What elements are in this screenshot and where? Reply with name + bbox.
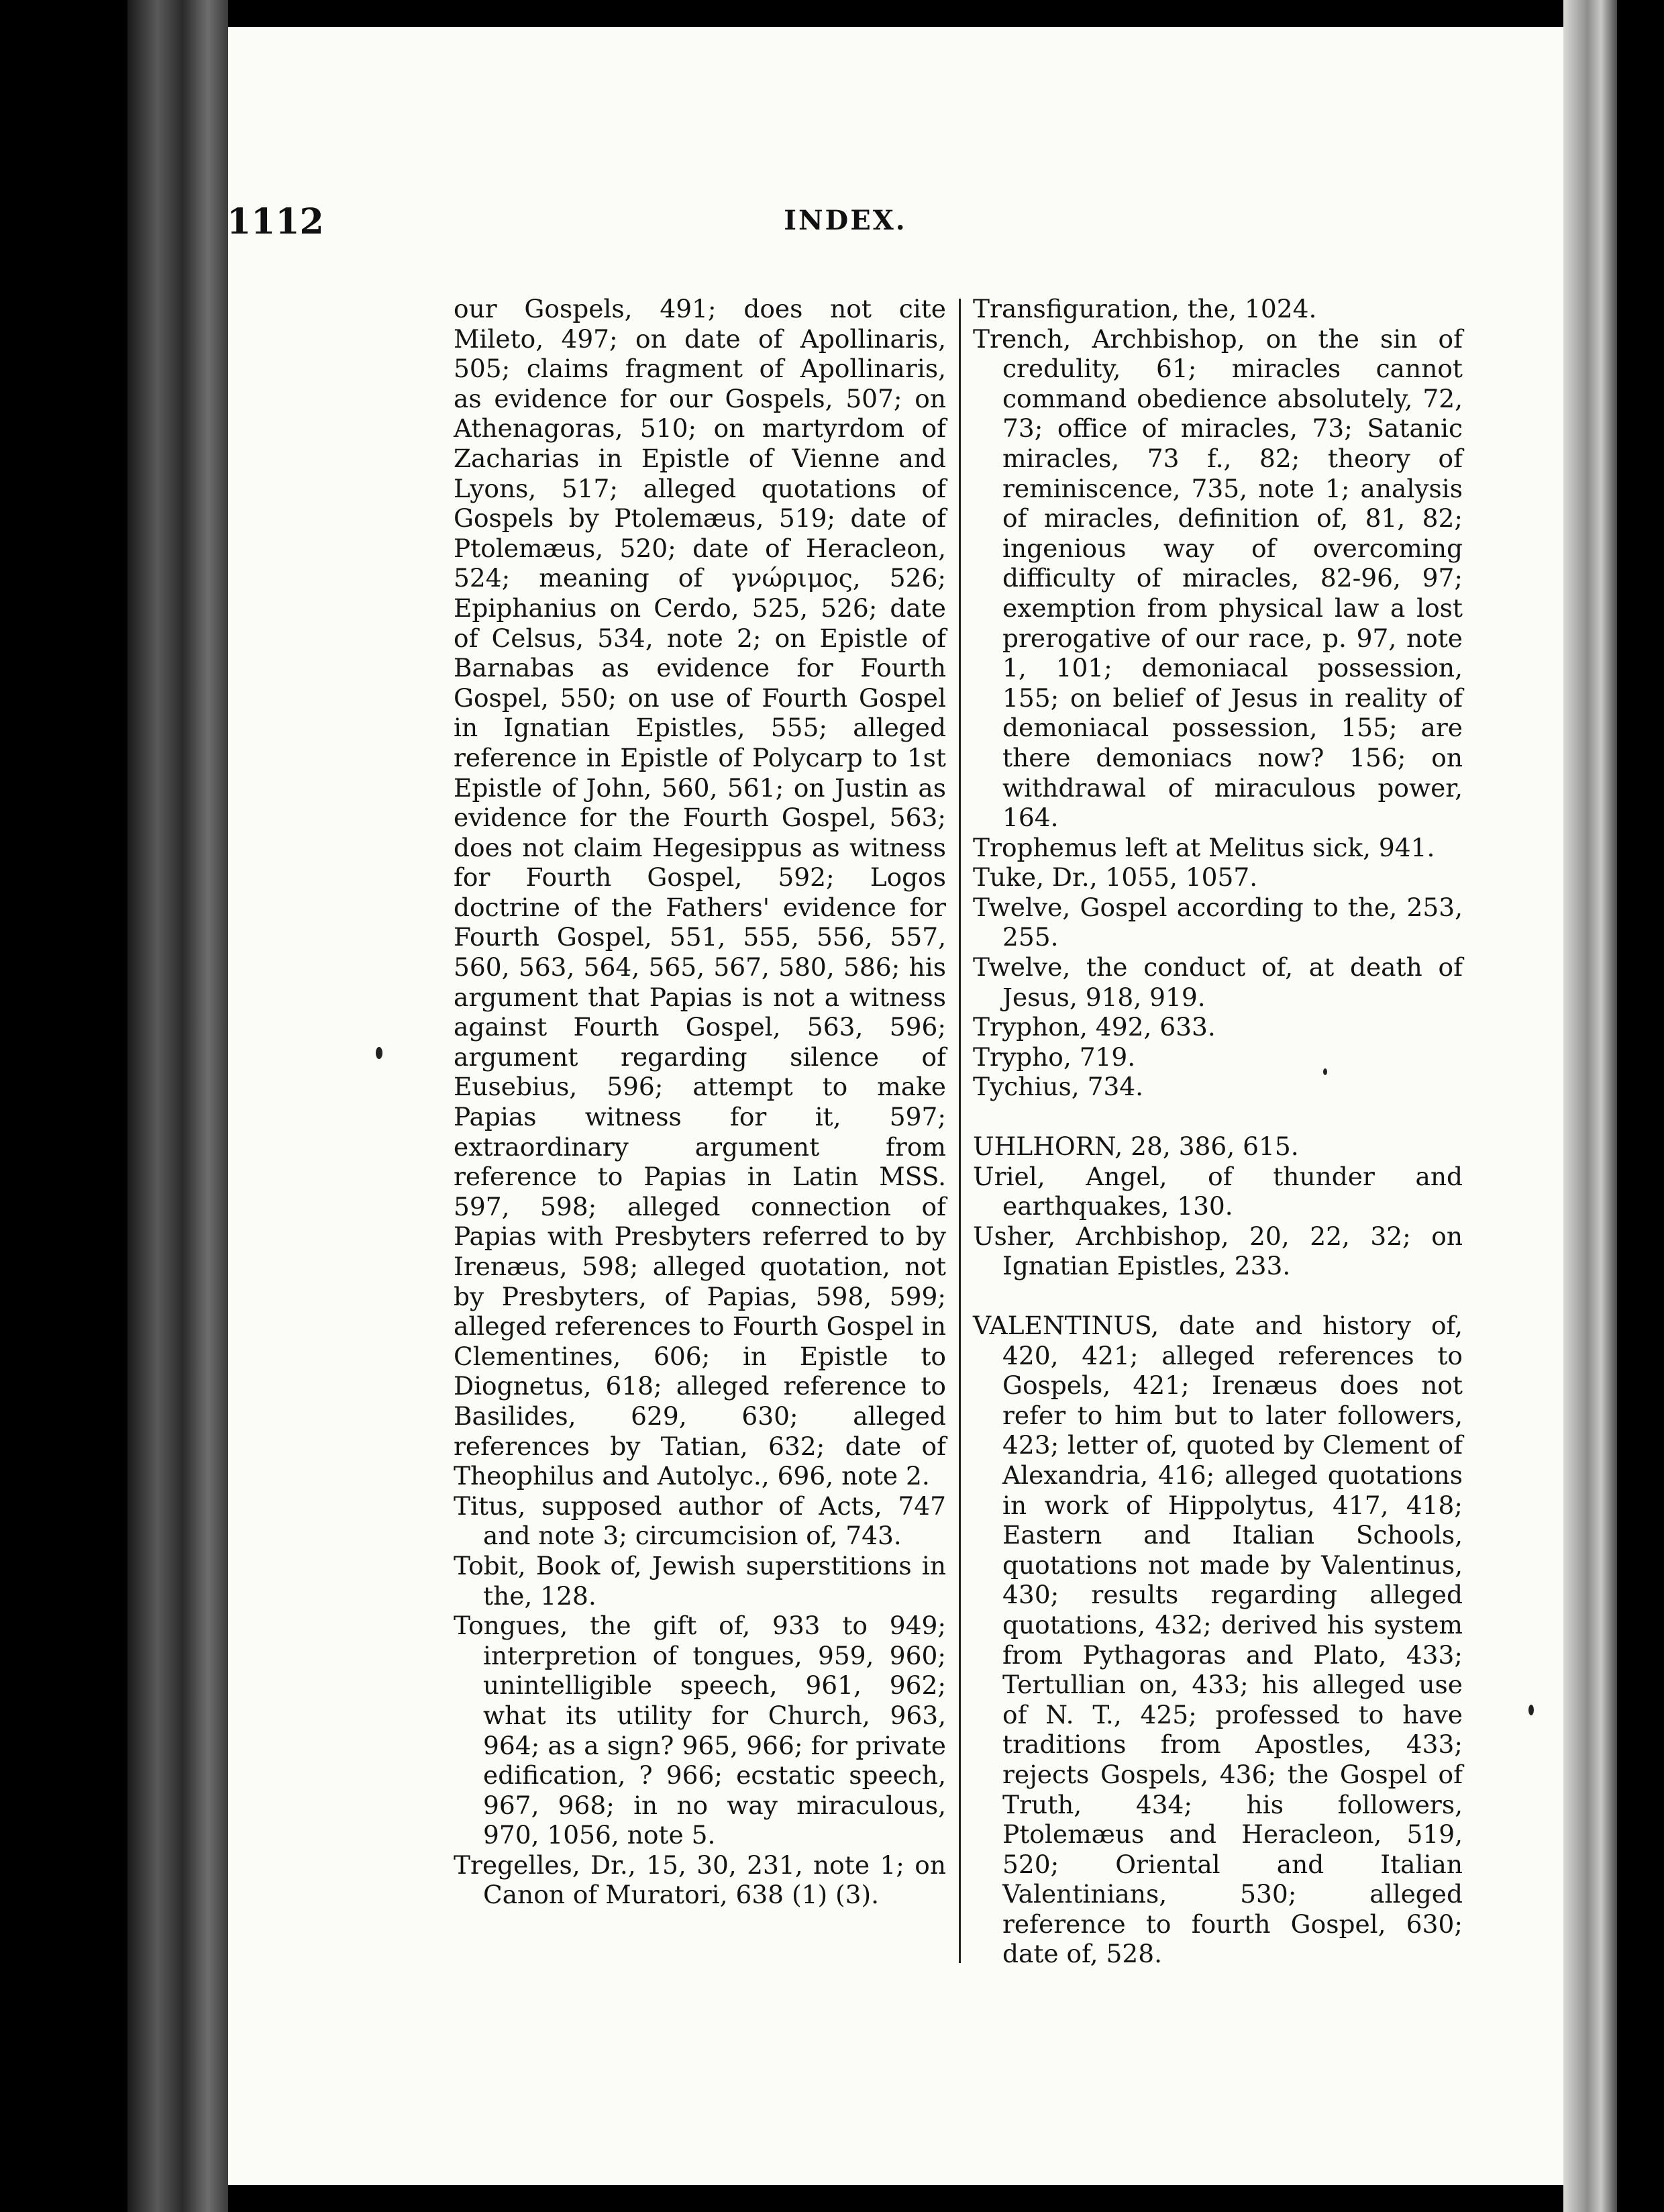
index-entry: Tychius, 734. [973,1072,1144,1102]
index-entry: Transfiguration, the, 1024. [973,294,1317,323]
section-gap [973,1102,1463,1132]
speck [1528,1705,1534,1715]
index-entry: VALENTINUS, date and history of, 420, 421; alleged references to Gospels, 421; Irenæus does not refer to him but to later followers, 423; letter of, quoted by Clement of Alexandria, 416; alleged quotations in work of Hippolytus, 417, 418; Eastern and Italian Schools, quotations not made by Valentinus, 430; results regarding alleged quotations, 432; derived his system from Pythagoras and Plato, 433; Tertullian on, 433; his alleged use of N. T., 425; professed to have traditions from Apostles, 433; rejects Gospels, 436; the Gospel of Truth, 434; his followers, Ptolemæus and Heracleon, 519, 520; Oriental and Italian Valentinians, 530; alleged reference to fourth Gospel, 630; date of, 528. [973,1311,1463,1969]
speck [1323,1068,1327,1075]
left-column [454,294,946,1910]
index-entry: Usher, Archbishop, 20, 22, 32; on Ignatian Epistles, 233. [973,1221,1463,1281]
index-entry: Tryphon, 492, 633. [973,1012,1216,1042]
index-entry: Tuke, Dr., 1055, 1057. [973,862,1258,893]
index-entry: Trypho, 719. [973,1042,1136,1072]
speck [376,1047,382,1059]
column-divider [959,299,961,1963]
index-entry: our Gospels, 491; does not cite Mileto, 497; on date of Apollinaris, 505; claims fragment of Apollinaris, as evidence for our Gospels, 507; on Athenagoras, 510; on martyrdom of Zacharias in Epistle of Vienne and Lyons, 517; alleged quotations of Gospels by Ptolemæus, 519; date of Ptolemæus, 520; date of Heracleon, 524; meaning of γνώριμος, 526; Epiphanius on Cerdo, 525, 526; date of Celsus, 534, note 2; on Epistle of Barnabas as evidence for Fourth Gospel, 550; on use of Fourth Gospel in Ignatian Epistles, 555; alleged reference in Epistle of Polycarp to 1st Epistle of John, 560, 561; on Justin as evidence for the Fourth Gospel, 563; does not claim Hegesippus as witness for Fourth Gospel, 592; Logos doctrine of the Fathers' evidence for Fourth Gospel, 551, 555, 556, 557, 560, 563, 564, 565, 567, 580, 586; his argument that Papias is not a witness against Fourth Gospel, 563, 596; argument regarding silence of Eusebius, 596; attempt to make Papias witness for it, 597; extraordinary argument from reference to Papias in Latin MSS. 597, 598; alleged connection of Papias with Presbyters referred to by Irenæus, 598; alleged quotation, not by Presbyters, of Papias, 598, 599; alleged references to Fourth Gospel in Clementines, 606; in Epistle to Diognetus, 618; alleged reference to Basilides, 629, 630; alleged references by Tatian, 632; date of Theophilus and Autolyc., 696, note 2. [454,294,946,1491]
index-entry: Twelve, Gospel according to the, 253, 255. [973,892,1463,952]
index-entry: Trophemus left at Melitus sick, 941. [973,832,1435,862]
index-entry: Tregelles, Dr., 15, 30, 231, note 1; on Canon of Muratori, 638 (1) (3). [454,1850,946,1910]
running-title: INDEX. [784,205,907,236]
index-entry: Titus, supposed author of Acts, 747 and note 3; circumcision of, 743. [454,1491,946,1551]
index-entry: Uriel, Angel, of thunder and earthquakes, 130. [973,1161,1463,1221]
index-entry: Tobit, Book of, Jewish superstitions in the, 128. [454,1550,946,1611]
page-number: 1112 [227,201,324,242]
section-gap [973,1281,1463,1311]
index-entry: UHLHORN, 28, 386, 615. [973,1132,1299,1162]
index-entry: Tongues, the gift of, 933 to 949; interpretion of tongues, 959, 960; unintelligible speech, 961, 962; what its utility for Church, 963, 964; as a sign? 965, 966; for private edification, ? 966; ecstatic speech, 967, 968; in no way miraculous, 970, 1056, note 5. [454,1611,946,1850]
index-entry: Trench, Archbishop, on the sin of credulity, 61; miracles cannot command obedience absolutely, 72, 73; office of miracles, 73; Satanic miracles, 73 f., 82; theory of reminiscence, 735, note 1; analysis of miracles, definition of, 81, 82; ingenious way of overcoming difficulty of miracles, 82-96, 97; exemption from physical law a lost prerogative of our race, p. 97, note 1, 101; demoniacal possession, 155; on belief of Jesus in reality of demoniacal possession, 155; are there demoniacs now? 156; on withdrawal of miraculous power, 164. [973,323,1463,833]
index-entry: Twelve, the conduct of, at death of Jesus, 918, 919. [973,952,1463,1012]
page-edge [1563,0,1617,2212]
right-column [973,294,1463,1969]
book-spine [127,0,228,2212]
